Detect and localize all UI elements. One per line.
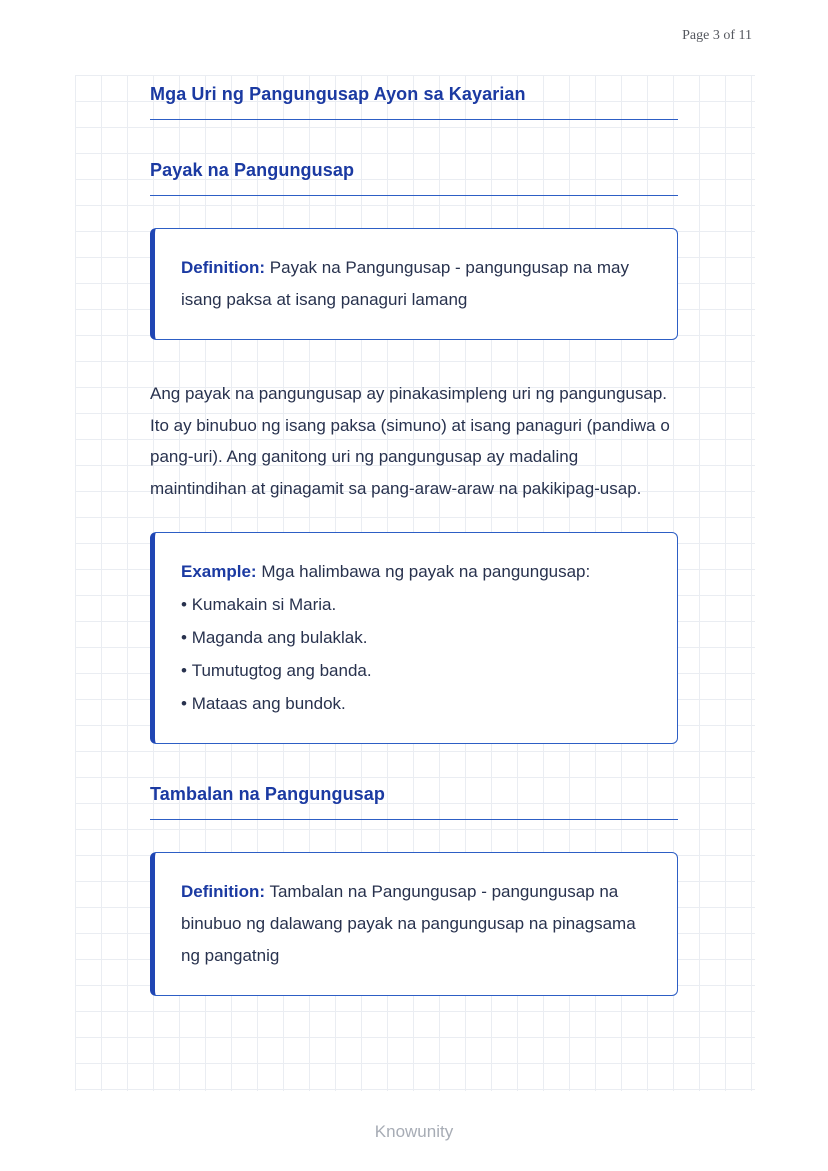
section-divider-payak	[150, 195, 678, 196]
example-box-payak	[150, 532, 678, 744]
example-label: Example:	[181, 562, 257, 581]
section-heading-tambalan: Tambalan na Pangungusap	[150, 784, 385, 804]
definition-text-tambalan	[181, 876, 649, 972]
definition-label: Definition:	[181, 258, 266, 277]
definition-body: Tambalan na Pangungusap - pangungusap na binubuo ng dalawang payak na pangungusap na pinagsama ng pangatnig	[181, 882, 636, 965]
body-paragraph-payak: Ang payak na pangungusap ay pinakasimpleng uri ng pangungusap. Ito ay binubuo ng isang paksa (simuno) at isang panaguri (pandiwa o pang-uri). Ang ganitong uri ng pangungusap ay madaling maintindihan at ginagamit sa pang-araw-araw na pakikipag-usap.	[150, 384, 670, 498]
definition-body: Payak na Pangungusap - pangungusap na may isang paksa at isang panaguri lamang	[181, 258, 629, 309]
page-indicator: Page 3 of 11	[682, 28, 752, 43]
example-intro-line	[181, 556, 649, 588]
example-item: • Mataas ang bundok.	[181, 687, 649, 720]
example-item: • Maganda ang bulaklak.	[181, 621, 649, 654]
example-item: • Tumutugtog ang banda.	[181, 654, 649, 687]
example-intro: Mga halimbawa ng payak na pangungusap:	[261, 562, 591, 581]
section-heading-payak: Payak na Pangungusap	[150, 160, 355, 180]
definition-label: Definition:	[181, 882, 266, 901]
grid-sheet	[75, 75, 755, 1091]
heading-divider	[150, 119, 678, 120]
footer-brand: Knowunity	[374, 1122, 454, 1141]
example-list	[181, 588, 649, 720]
definition-text-payak	[181, 252, 649, 316]
main-heading: Mga Uri ng Pangungusap Ayon sa Kayarian	[150, 84, 526, 104]
example-item: • Kumakain si Maria.	[181, 588, 649, 621]
document-content	[150, 75, 678, 996]
section-divider-tambalan	[150, 819, 678, 820]
definition-box-payak	[150, 228, 678, 340]
definition-box-tambalan	[150, 852, 678, 996]
